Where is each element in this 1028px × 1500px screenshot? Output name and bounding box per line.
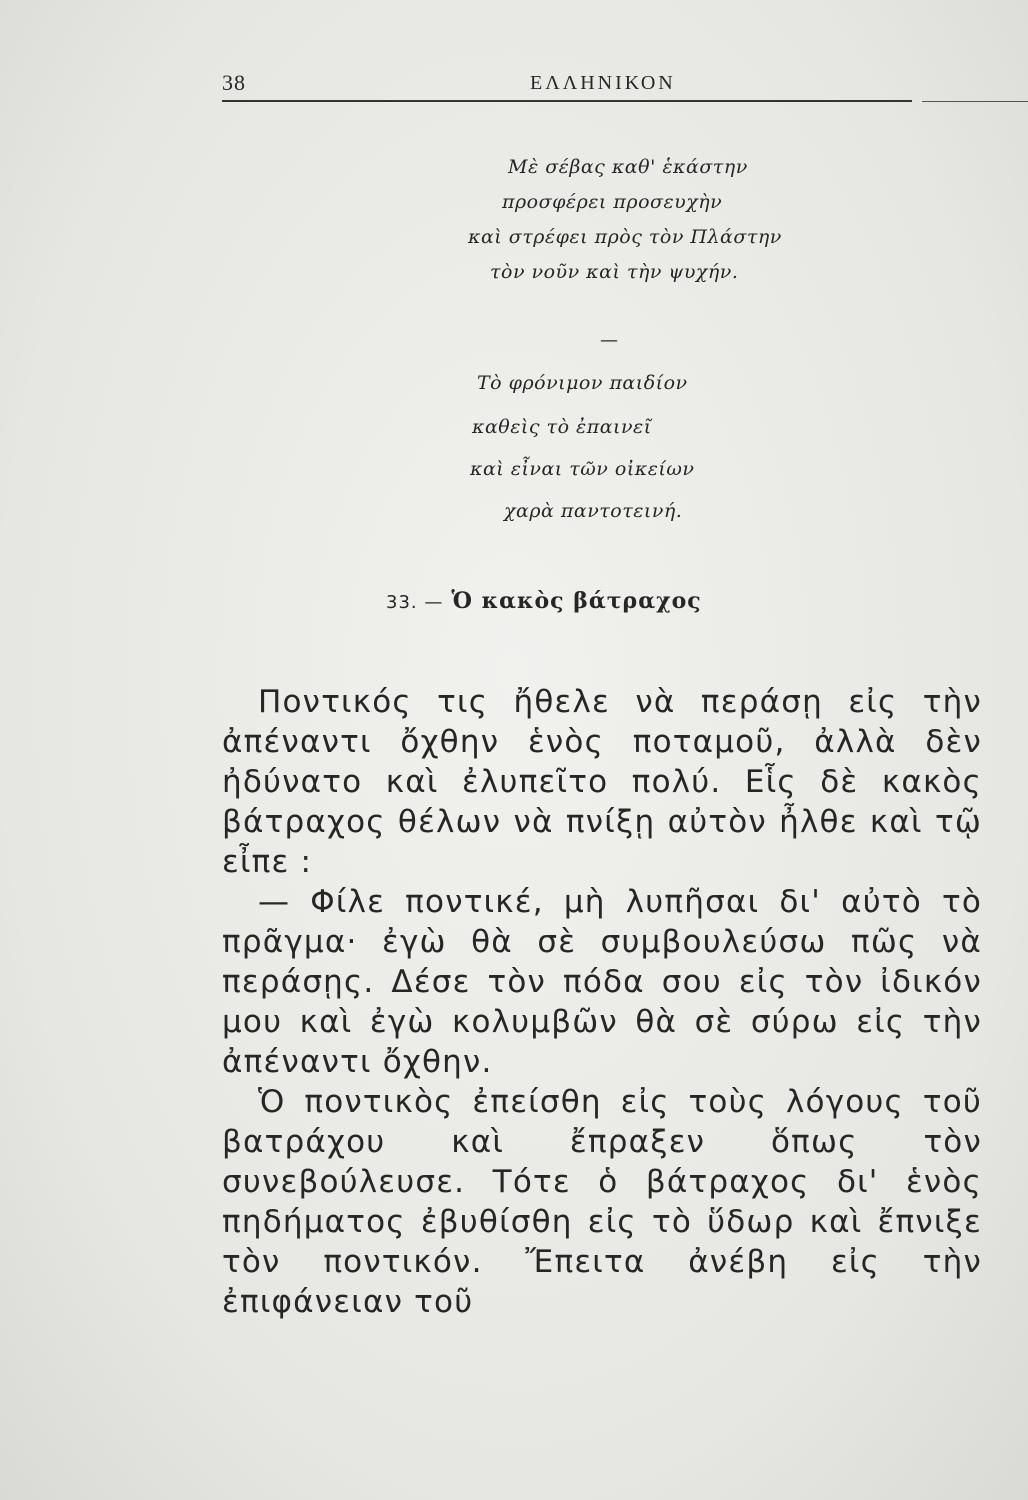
section-number: 33. — — [386, 592, 444, 613]
section-title: Ὁ κακὸς βάτραχος — [451, 588, 702, 614]
paragraph: Ποντικός τις ἤθελε νὰ περάσῃ εἰς τὴν ἀπέναντι ὄχθην ἑνὸς ποταμοῦ, ἀλλὰ δὲν ἠδύνατο καὶ ἐλυπεῖτο πολύ. Εἷς δὲ κακὸς βάτραχος θέλων νὰ πνίξῃ αὐτὸν ἦλθε καὶ τῷ εἶπε : — [222, 684, 982, 880]
paragraph: — Φίλε ποντικέ, μὴ λυπῆσαι δι' αὐτὸ τὸ πρᾶγμα· ἐγὼ θὰ σὲ συμβουλεύσω πῶς νὰ περάσῃς. Δέσε τὸν πόδα σου εἰς τὸν ἰδικόν μου καὶ ἐγὼ κολυμβῶν θὰ σὲ σύρω εἰς τὴν ἀπέναντι ὄχθην. — [222, 884, 982, 1080]
poem-line: προσφέρει προσευχὴν — [502, 191, 723, 213]
header-rule — [222, 100, 912, 102]
poem-line: Μὲ σέβας καθ' ἑκάστην — [508, 156, 748, 178]
poem-line: καὶ εἶναι τῶν οἰκείων — [470, 458, 695, 480]
section-heading — [386, 588, 702, 614]
page-number: 38 — [222, 70, 246, 95]
poem-line: τὸν νοῦν καὶ τὴν ψυχήν. — [490, 261, 739, 283]
poem-line: Τὸ φρόνιμον παιδίον — [477, 372, 688, 394]
poem-line: καὶ στρέφει πρὸς τὸν Πλάστην — [468, 226, 782, 248]
header-rule-tail — [922, 101, 1028, 102]
poem-line: χαρὰ παντοτεινή. — [504, 500, 683, 522]
poem-line: καθεὶς τὸ ἐπαινεῖ — [472, 416, 652, 438]
stanza-divider: — — [600, 330, 618, 351]
story-text — [222, 682, 982, 1322]
running-head: ΕΛΛΗΝΙΚΟΝ — [530, 72, 676, 94]
paragraph: Ὁ ποντικὸς ἐπείσθη εἰς τοὺς λόγους τοῦ βατράχου καὶ ἔπραξεν ὅπως τὸν συνεβούλευσε. Τότε ὁ βάτραχος δι' ἑνὸς πηδήματος ἐβυθίσθη εἰς τὸ ὕδωρ καὶ ἔπνιξε τὸν ποντικόν. Ἔπειτα ἀνέβη εἰς τὴν ἐπιφάνειαν τοῦ — [222, 1084, 982, 1320]
